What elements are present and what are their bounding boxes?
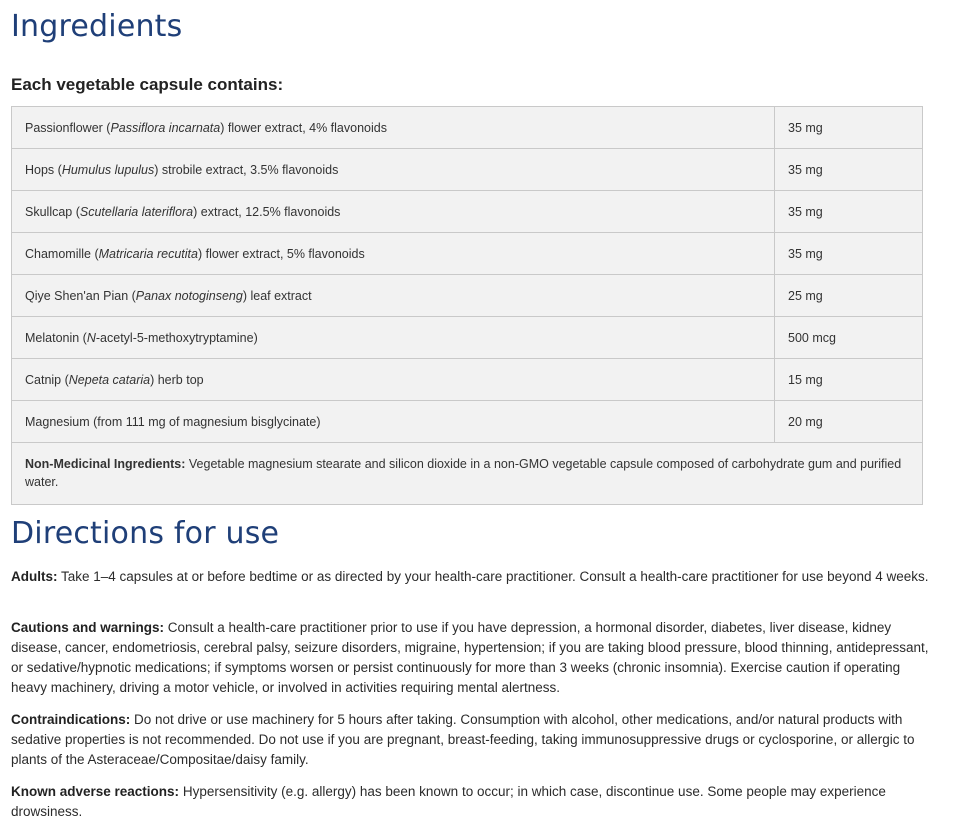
capsule-contents-subheading: Each vegetable capsule contains:: [11, 75, 284, 94]
table-row: [12, 317, 923, 359]
ingredient-amount: 20 mg: [775, 401, 923, 443]
contraindications-paragraph: Contraindications: Do not drive or use machinery for 5 hours after taking. Consumption with alcohol, other medications, and/or natural products with sedative properties is not recommended. Do not use if you are pregnant, breast-feeding, taking immunosuppressive drugs or cyclosporine, or allergic to plants of the Asteraceae/Compositae/daisy family.: [11, 712, 915, 767]
ingredient-name: Melatonin (N-acetyl-5-methoxytryptamine): [12, 317, 775, 359]
non-medicinal-row: [12, 443, 923, 505]
directions-heading: Directions for use: [11, 516, 280, 551]
table-row: [12, 233, 923, 275]
ingredients-heading: Ingredients: [11, 9, 183, 44]
ingredient-amount: 35 mg: [775, 233, 923, 275]
cautions-label: Cautions and warnings:: [11, 620, 165, 635]
ingredient-name: Hops (Humulus lupulus) strobile extract, 3.5% flavonoids: [12, 149, 775, 191]
ingredient-amount: 15 mg: [775, 359, 923, 401]
adults-paragraph: Adults: Take 1–4 capsules at or before bedtime or as directed by your health-care practitioner. Consult a health-care practitioner for use beyond 4 weeks.: [11, 569, 929, 584]
contraindications-label: Contraindications:: [11, 712, 131, 727]
non-medicinal-label: Non-Medicinal Ingredients:: [25, 457, 186, 471]
table-row: [12, 401, 923, 443]
non-medicinal-text: Vegetable magnesium stearate and silicon dioxide in a non-GMO vegetable capsule composed of carbohydrate gum and purified water.: [25, 457, 902, 489]
table-row: [12, 107, 923, 149]
ingredients-table: [11, 106, 923, 505]
ingredient-name: Qiye Shen'an Pian (Panax notoginseng) leaf extract: [12, 275, 775, 317]
ingredient-amount: 35 mg: [775, 149, 923, 191]
adverse-reactions-label: Known adverse reactions:: [11, 784, 180, 799]
table-row: [12, 149, 923, 191]
ingredient-name: Magnesium (from 111 mg of magnesium bisglycinate): [12, 401, 775, 443]
cautions-paragraph: Cautions and warnings: Consult a health-care practitioner prior to use if you have depression, a hormonal disorder, diabetes, liver disease, kidney disease, cancer, endometriosis, cerebral palsy, seizure disorders, migraine, hypertension; if you are taking blood pressure, blood thinning, antidepressant, or sedative/hypnotic medications; if symptoms worsen or persist continuously for more than 3 weeks (chronic insomnia). Exercise caution if operating heavy machinery, driving a motor vehicle, or involved in activities requiring mental alertness.: [11, 620, 929, 695]
ingredient-name: Passionflower (Passiflora incarnata) flower extract, 4% flavonoids: [12, 107, 775, 149]
table-row: [12, 275, 923, 317]
ingredient-name: Skullcap (Scutellaria lateriflora) extract, 12.5% flavonoids: [12, 191, 775, 233]
non-medicinal-ingredients: [12, 443, 923, 505]
adults-label: Adults:: [11, 569, 58, 584]
table-row: [12, 191, 923, 233]
ingredient-name: Chamomille (Matricaria recutita) flower extract, 5% flavonoids: [12, 233, 775, 275]
adverse-reactions-paragraph: Known adverse reactions: Hypersensitivity (e.g. allergy) has been known to occur; in which case, discontinue use. Some people may experience drowsiness.: [11, 784, 886, 819]
table-row: [12, 359, 923, 401]
ingredient-amount: 35 mg: [775, 191, 923, 233]
ingredient-name: Catnip (Nepeta cataria) herb top: [12, 359, 775, 401]
ingredient-amount: 25 mg: [775, 275, 923, 317]
ingredient-amount: 35 mg: [775, 107, 923, 149]
ingredient-amount: 500 mcg: [775, 317, 923, 359]
